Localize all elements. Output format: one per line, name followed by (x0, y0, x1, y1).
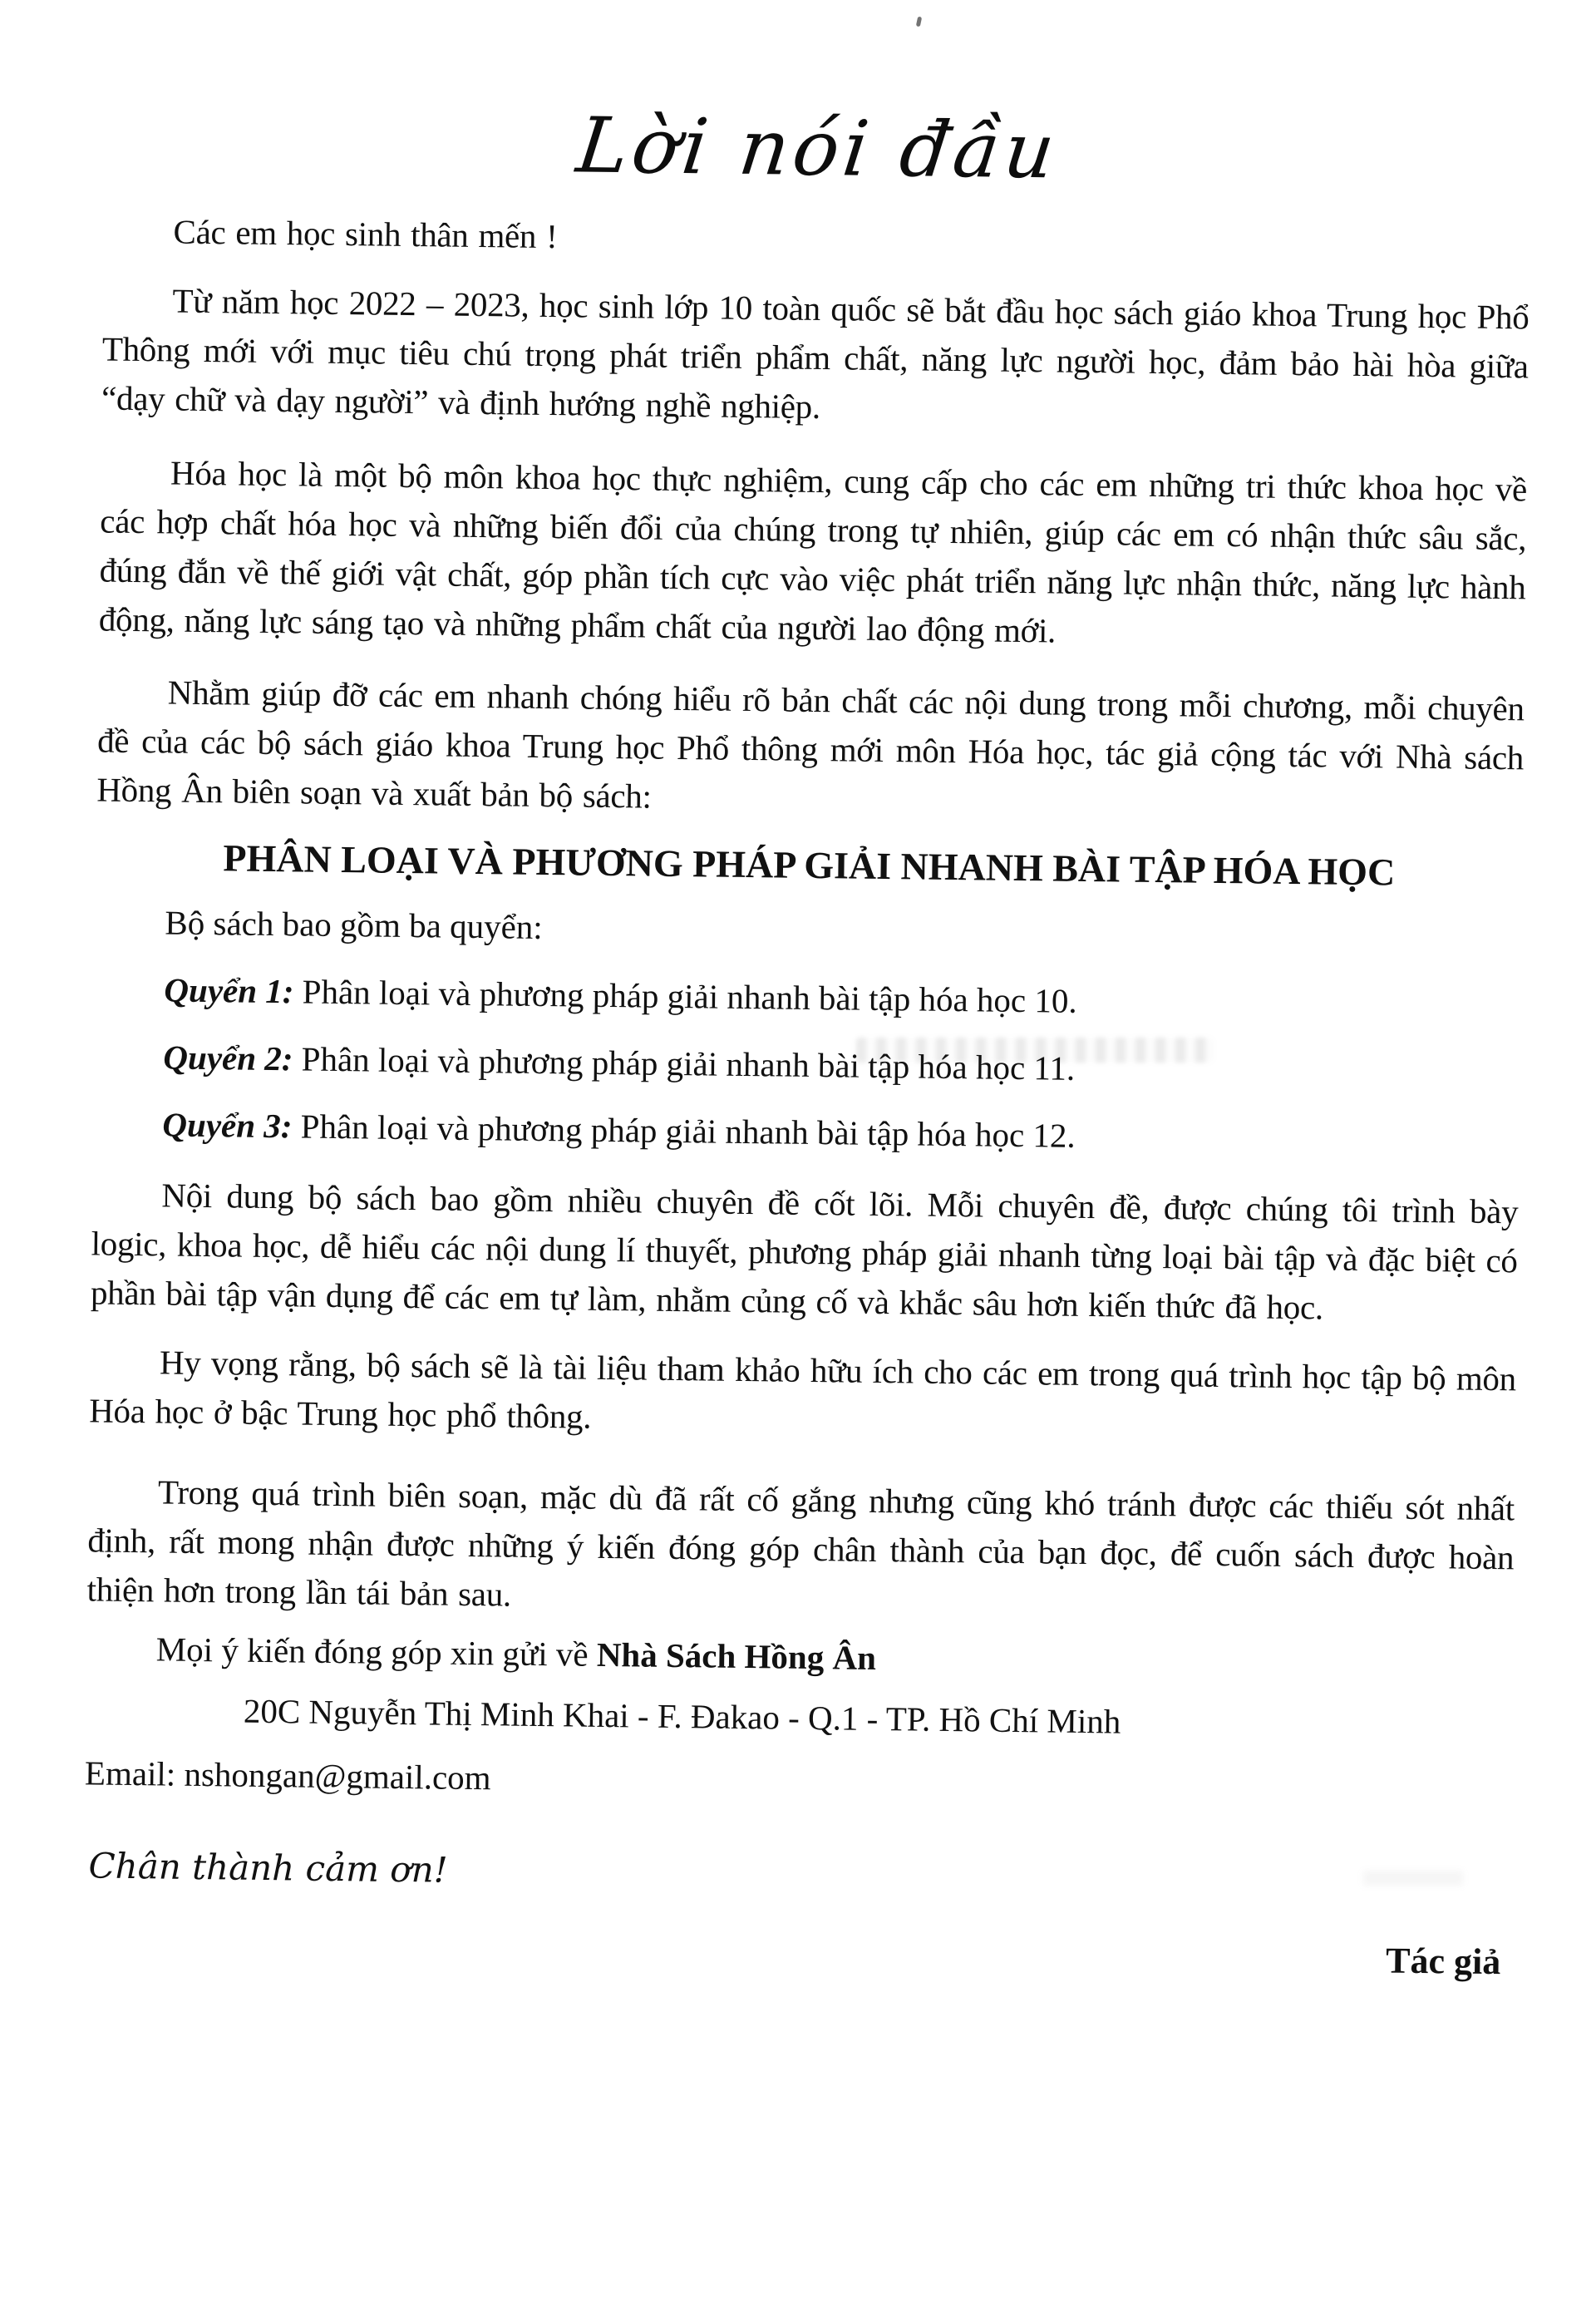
paragraph-chemistry-subject: Hóa học là một bộ môn khoa học thực nghiệm, cung cấp cho các em những tri thức khoa học về các hợp chất hóa học và những biến đổi của chúng trong tự nhiên, giúp các em có nhận thức sâu sắc, đúng đắn về thế giới vật chất, góp phần tích cực vào việc phát triển năng lực nhận thức, năng lực hành động, năng lực sáng tạo và những phẩm chất của người lao động mới. (98, 453, 1528, 650)
series-title: PHÂN LOẠI VÀ PHƯƠNG PHÁP GIẢI NHANH BÀI TẬP HÓA HỌC (223, 836, 1396, 894)
feedback-line (86, 1625, 1513, 1691)
book-2-label: Quyển 2: (163, 1038, 293, 1078)
book-1-title: Phân loại và phương pháp giải nhanh bài tập hóa học 10. (293, 972, 1077, 1021)
book-item-3 (92, 1100, 1520, 1166)
paragraph-apology: Trong quá trình biên soạn, mặc dù đã rất cố gắng nhưng cũng khó tránh được các thiếu sót nhất định, rất mong nhận được những ý kiến đóng góp chân thành của bạn đọc, để cuốn sách được hoàn thiện hơn trong lần tái bản sau. (86, 1472, 1515, 1614)
publisher-name: Nhà Sách Hồng Ân (596, 1635, 877, 1678)
book-3-title: Phân loại và phương pháp giải nhanh bài tập hóa học 12. (292, 1107, 1076, 1156)
email-label: Email: (84, 1753, 185, 1793)
closing-thanks: Chân thành cảm ơn! (88, 1845, 448, 1891)
greeting-line: Các em học sinh thân mến ! (173, 212, 558, 256)
paragraph-hope: Hy vọng rằng, bộ sách sẽ là tài liệu tham khảo hữu ích cho các em trong quá trình học tập bộ môn Hóa học ở bậc Trung học phổ thông. (88, 1343, 1517, 1436)
book-3-label: Quyển 3: (162, 1105, 293, 1146)
email-line (85, 1749, 1512, 1816)
paragraph-purpose: Nhằm giúp đỡ các em nhanh chóng hiểu rõ bản chất các nội dung trong mỗi chương, mỗi chuyên đề của các bộ sách giáo khoa Trung học Phổ thông mới môn Hóa học, tác giả cộng tác với Nhà sách Hồng Ân biên soạn và xuất bản bộ sách: (96, 673, 1525, 816)
email-address: nshongan@gmail.com (184, 1755, 491, 1797)
book-item-2 (93, 1033, 1520, 1099)
publisher-address: 20C Nguyễn Thị Minh Khai - F. Đakao - Q.1 - TP. Hồ Chí Minh (243, 1691, 1121, 1741)
page-content (82, 0, 1533, 1983)
page-title: Lời nói đầu (572, 101, 1064, 196)
book-1-label: Quyển 1: (164, 970, 294, 1011)
book-item-1 (94, 965, 1521, 1032)
author-signature: Tác giả (1385, 1940, 1501, 1983)
paragraph-intro-curriculum: Từ năm học 2022 – 2023, học sinh lớp 10 toàn quốc sẽ bắt đầu học sách giáo khoa Trung học Phổ Thông mới với mục tiêu chú trọng phát triển phẩm chất, năng lực người học, đảm bảo hài hòa giữa “dạy chữ và dạy người” và định hướng nghề nghiệp. (101, 281, 1530, 427)
book-2-title: Phân loại và phương pháp giải nhanh bài tập hóa học 11. (293, 1039, 1076, 1088)
paragraph-content-description: Nội dung bộ sách bao gồm nhiều chuyên đề cốt lõi. Mỗi chuyên đề, được chúng tôi trình bày logic, khoa học, dễ hiểu các nội dung lí thuyết, phương pháp giải nhanh từng loại bài tập và đặc biệt có phần bài tập vận dụng để các em tự làm, nhằm củng cố và khắc sâu hơn kiến thức đã học. (90, 1176, 1519, 1327)
feedback-prefix: Mọi ý kiến đóng góp xin gửi về (155, 1630, 598, 1674)
series-intro-line: Bộ sách bao gồm ba quyển: (165, 903, 544, 947)
